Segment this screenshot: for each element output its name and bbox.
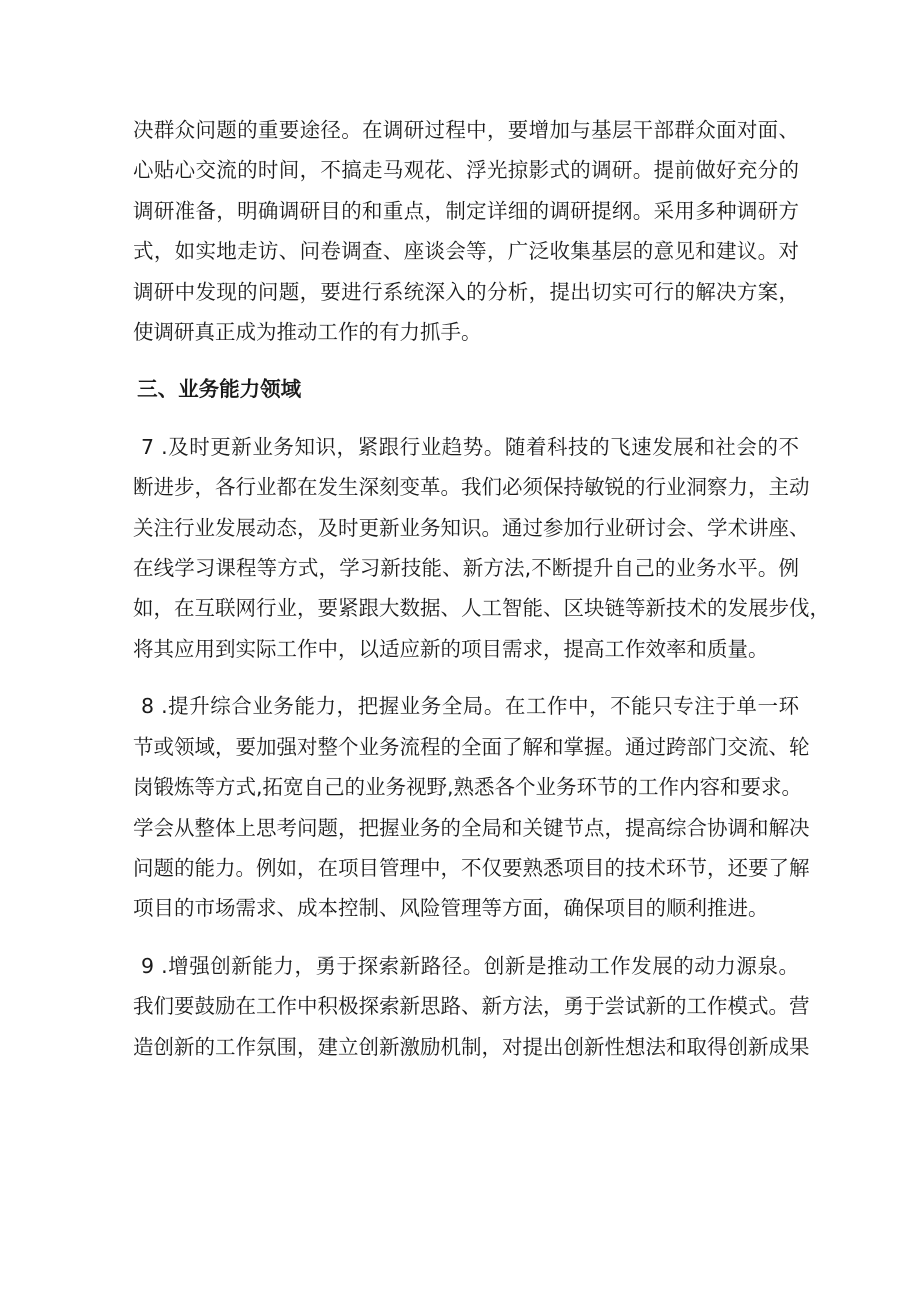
text-line: 决群众问题的重要途径。在调研过程中，要增加与基层干部群众面对面、 [133, 118, 799, 142]
text-line: 关注行业发展动态，及时更新业务知识。通过参加行业研讨会、学术讲座、 [133, 515, 810, 540]
text-line: 断进步，各行业都在发生深刻变革。我们必须保持敏锐的行业洞察力，主动 [133, 475, 810, 500]
text-line: 式，如实地走访、问卷调查、座谈会等，广泛收集基层的意见和建议。对 [133, 239, 799, 264]
text-line: 节或领域，要加强对整个业务流程的全面了解和掌握。通过跨部门交流、轮 [133, 734, 810, 759]
text-line: 造创新的工作氛围，建立创新激励机制，对提出创新性想法和取得创新成果 [133, 1034, 810, 1059]
paragraph-item-7 [133, 427, 830, 669]
paragraph-continuation [133, 110, 799, 352]
paragraph-item-9 [133, 946, 810, 1067]
text-line: 调研中发现的问题，要进行系统深入的分析，提出切实可行的解决方案， [133, 279, 799, 304]
text-line: 项目的市场需求、成本控制、风险管理等方面，确保项目的顺利推进。 [133, 896, 769, 921]
text-line: 9 .增强创新能力，勇于探索新路径。创新是推动工作发展的动力源泉。 [141, 953, 799, 978]
text-line: 调研准备，明确调研目的和重点，制定详细的调研提纲。采用多种调研方 [133, 198, 799, 223]
text-line: 8 .提升综合业务能力，把握业务全局。在工作中，不能只专注于单一环 [141, 694, 799, 719]
text-line: 将其应用到实际工作中，以适应新的项目需求，提高工作效率和质量。 [133, 636, 769, 661]
paragraph-item-8 [133, 686, 810, 928]
section-heading: 三、业务能力领域 [137, 377, 302, 402]
text-line: 岗锻炼等方式,拓宽自己的业务视野,熟悉各个业务环节的工作内容和要求。 [133, 775, 803, 800]
text-line: 我们要鼓励在工作中积极探索新思路、新方法，勇于尝试新的工作模式。营 [133, 994, 810, 1019]
text-line: 在线学习课程等方式，学习新技能、新方法,不断提升自己的业务水平。例 [133, 556, 799, 581]
text-line: 心贴心交流的时间，不搞走马观花、浮光掠影式的调研。提前做好充分的 [133, 158, 799, 183]
text-line: 使调研真正成为推动工作的有力抓手。 [133, 320, 482, 345]
text-line: 如，在互联网行业，要紧跟大数据、人工智能、区块链等新技术的发展步伐， [133, 596, 830, 621]
text-line: 学会从整体上思考问题，把握业务的全局和关键节点，提高综合协调和解决 [133, 815, 810, 840]
text-line: 7 .及时更新业务知识，紧跟行业趋势。随着科技的飞速发展和社会的不 [141, 434, 799, 459]
document-body [133, 110, 830, 1084]
text-line: 问题的能力。例如，在项目管理中，不仅要熟悉项目的技术环节，还要了解 [133, 855, 810, 880]
